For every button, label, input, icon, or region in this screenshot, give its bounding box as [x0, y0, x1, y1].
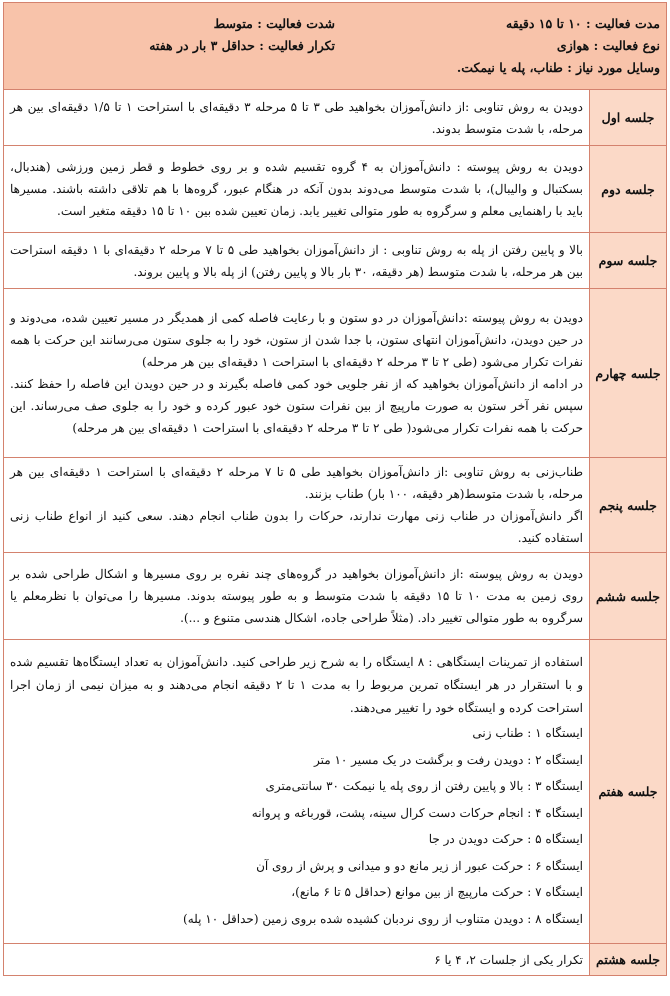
session-text: بالا و پایین رفتن از پله به روش تناوبی : از دانش‌آموزان بخواهید طی ۵ تا ۷ مرحله ۲ دقیقه‌ای با ۱ دقیقه استراحت بین هر مرحله، با شدت متوسط (هر دقیقه، ۳۰ بار بالا و پایین رفتن) از پله بالا و پایین بروند. — [10, 242, 584, 279]
session-label: جلسه هشتم — [590, 944, 667, 976]
session-text: دویدن به روش پیوسته :دانش‌آموزان در دو ستون و با رعایت فاصله کمی از همدیگر در مسیر تعیین شده، می‌دوند و در حین دویدن، دانش‌آموزان انتهای ستون، با جدا شدن از ستون، خود را به جلوی ستون می‌رسانند این حرکت با همه نفرات تکرار می‌شود (طی ۲ تا ۳ مرحله ۲ دقیقه‌ای با استراحت ۱ دقیقه‌ای بین هر مرحله) — [10, 311, 583, 369]
session-plan-table — [3, 2, 667, 976]
session-label: جلسه چهارم — [590, 289, 667, 458]
session-row-7 — [4, 640, 667, 944]
session-text: طناب‌زنی به روش تناوبی :از دانش‌آموزان بخواهید طی ۵ تا ۷ مرحله ۲ دقیقه‌ای با استراحت ۱ دقیقه‌ای بین هر مرحله، با شدت متوسط(هر دقیقه، ۱۰۰ بار) طناب بزنند. — [10, 465, 584, 501]
station-item: ایستگاه ۵ : حرکت دویدن در جا — [428, 832, 583, 846]
session-label: جلسه دوم — [590, 146, 667, 233]
session-row-4 — [4, 289, 667, 458]
session-content — [4, 146, 590, 233]
session-row-8 — [4, 944, 667, 976]
activity-equipment: وسایل مورد نیاز : طناب، پله یا نیمکت. — [456, 60, 660, 75]
session-content — [4, 553, 590, 640]
station-item: ایستگاه ۲ : دویدن رفت و برگشت در یک مسیر ۱۰ متر — [313, 752, 583, 767]
session-text: تکرار یکی از جلسات ۲، ۴ یا ۶ — [434, 952, 583, 967]
session-content — [4, 90, 590, 146]
session-content — [4, 944, 590, 976]
activity-frequency: تکرار فعالیت : حداقل ۳ بار در هفته — [149, 38, 335, 53]
station-item: ایستگاه ۶ : حرکت عبور از زیر مانع دو و میدانی و پرش از روی آن — [256, 858, 583, 873]
station-item: ایستگاه ۱ : طناب زنی — [472, 726, 583, 740]
session-row-6 — [4, 553, 667, 640]
activity-type: نوع فعالیت : هوازی — [556, 38, 660, 53]
session-row-1 — [4, 90, 667, 146]
session-content — [4, 289, 590, 458]
session-row-5 — [4, 458, 667, 553]
session-content — [4, 458, 590, 553]
session-text: اگر دانش‌آموزان در طناب زنی مهارت ندارند، حرکات را بدون طناب انجام دهند. سعی کنید از انواع طناب زنی استفاده کنید. — [10, 509, 583, 545]
station-list — [10, 720, 583, 932]
activity-intensity: شدت فعالیت : متوسط — [213, 16, 335, 31]
session-label: جلسه پنجم — [590, 458, 667, 553]
session-text: در ادامه از دانش‌آموزان بخواهید که از نفر جلویی خود کمی فاصله بگیرند و در حین دویدن این فاصله را حفظ کنند. سپس نفر آخر ستون به صورت مارپیچ از بین نفرات ستون خود عبور کرده و خود را به جلوی صف می‌رساند. این حرکت با همه نفرات تکرار می‌شود( طی ۲ تا ۳ مرحله ۲ دقیقه‌ای با استراحت ۱ دقیقه‌ای بین هر مرحله) — [10, 377, 584, 435]
session-text: دویدن به روش پیوسته :از دانش‌آموزان بخواهید در گروه‌های چند نفره بر روی مسیرها و اشکال طراحی شده بر روی زمین به مدت ۱۰ تا ۱۵ دقیقه با شدت متوسط و به طور پیوسته بدوند. مسیرها را می‌توان با نظرمعلم یا سرگروه به طور متوالی تغییر داد. (مثلاً طراحی جاده، اشکال هندسی متنوع و ...). — [10, 567, 584, 625]
session-label: جلسه ششم — [590, 553, 667, 640]
session-content — [4, 640, 590, 944]
session-row-3 — [4, 233, 667, 289]
station-item: ایستگاه ۴ : انجام حرکات دست کرال سینه، پشت، قورباغه و پروانه — [251, 805, 583, 820]
activity-info-header — [4, 3, 667, 90]
station-item: ایستگاه ۸ : دویدن متناوب از روی نردبان کشیده شده بروی زمین (حداقل ۱۰ پله) — [183, 911, 583, 926]
station-item: ایستگاه ۳ : بالا و پایین رفتن از روی پله یا نیمکت ۳۰ سانتی‌متری — [265, 779, 583, 793]
header-row — [4, 3, 667, 90]
session-label: جلسه سوم — [590, 233, 667, 289]
session-label: جلسه اول — [590, 90, 667, 146]
session-label: جلسه هفتم — [590, 640, 667, 944]
session-text: دویدن به روش پیوسته : دانش‌آموزان به ۴ گروه تقسیم شده و بر روی خطوط و قطر زمین ورزشی (هندبال، بسکتبال و والیبال)، با شدت متوسط می‌دوند بدون آنکه در هنگام عبور، گروه‌ها با هم تلاقی داشته باشند. مسیرها باید با راهنمایی معلم و سرگروه به طور متوالی تغییر یابد. زمان تعیین شده بین ۱۰ تا ۱۵ دقیقه متغیر است. — [10, 160, 583, 218]
session-text: دویدن به روش تناوبی :از دانش‌آموزان بخواهید طی ۳ تا ۵ مرحله ۳ دقیقه‌ای با استراحت ۱ تا ۱/۵ دقیقه‌ای بین هر مرحله، با شدت متوسط بدوند. — [10, 99, 583, 136]
session-content — [4, 233, 590, 289]
session-intro: استفاده از تمرینات ایستگاهی : ۸ ایستگاه را به شرح زیر طراحی کنید. دانش‌آموزان به تعداد ایستگاه‌ها تقسیم شده و با استقرار در هر ایستگاه تمرین مربوط را به مدت ۱ تا ۲ دقیقه انجام می‌دهند و به میزان نیمی از زمان اجرا استراحت کرده و ایستگاه خود را تغییر می‌دهند. — [10, 655, 583, 715]
station-item: ایستگاه ۷ : حرکت مارپیچ از بین موانع (حداقل ۵ تا ۶ مانع)، — [291, 885, 583, 899]
session-row-2 — [4, 146, 667, 233]
activity-duration: مدت فعالیت : ۱۰ تا ۱۵ دقیقه — [506, 16, 660, 31]
